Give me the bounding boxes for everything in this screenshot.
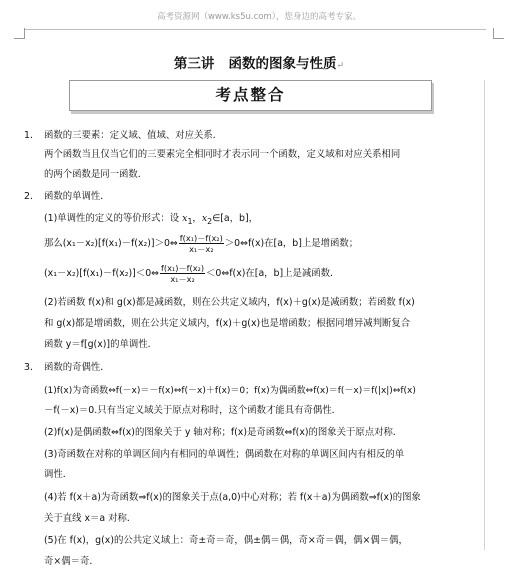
paragraph-mark-icon: ↵ — [336, 61, 345, 71]
fraction-denominator: x₁－x₂ — [170, 274, 195, 284]
margin-corner-mark-right — [493, 28, 504, 39]
header-text-left: 高考资源网（ — [156, 12, 208, 22]
definition-intro-tail: ∈[a，b]， — [212, 213, 259, 224]
increasing-suffix: ＞0⇔f(x)在[a，b]上是增函数； — [224, 238, 359, 249]
banner-text: 考点整合 — [215, 86, 286, 104]
body-line: 奇×偶＝奇． — [44, 556, 99, 567]
fraction-numerator: f(x₁)－f(x₂) — [161, 263, 205, 273]
body-line: (5)在 f(x)，g(x)的公共定义域上：奇±奇＝奇，偶±偶＝偶，奇×奇＝偶，偶×偶＝偶， — [44, 535, 408, 546]
body-line: 两个函数当且仅当它们的三要素完全相同时才表示同一个函数，定义域和对应关系相同 — [44, 149, 401, 160]
body-line: 关于直线 x＝a 对称． — [44, 513, 137, 524]
body-line: 的两个函数是同一函数． — [44, 169, 148, 180]
header-rule — [24, 29, 486, 30]
difference-quotient — [179, 233, 224, 254]
header-site[interactable]: www.ks5u.com — [207, 12, 272, 22]
item-number: 1． — [24, 130, 40, 141]
fraction-denominator: x₁－x₂ — [189, 244, 214, 254]
body-line: (3)奇函数在对称的单调区间内有相同的单调性；偶函数在对称的单调区间内有相反的单 — [44, 449, 405, 460]
body-line: 函数 y＝f[g(x)]的单调性． — [44, 339, 157, 350]
body-line: (4)若 f(x＋a)为奇函数⇒f(x)的图象关于点(a,0)中心对称；若 f(x＋a)为偶函数⇒f(x)的图象 — [44, 492, 421, 503]
margin-corner-mark-left — [14, 28, 25, 39]
page-title — [0, 52, 518, 72]
lecture-name: 函数的图象与性质 — [228, 56, 337, 72]
item-heading: 函数的单调性． — [44, 191, 110, 202]
fraction-numerator: f(x₁)－f(x₂) — [179, 233, 223, 243]
item-number: 3． — [24, 362, 40, 373]
difference-quotient — [160, 263, 205, 284]
increasing-condition — [44, 232, 358, 256]
increasing-prefix: 那么(x₁－x₂)[f(x₁)－f(x₂)]＞0⇔ — [44, 238, 178, 249]
section-banner — [69, 80, 432, 111]
body-line: (2)若函数 f(x)和 g(x)都是减函数，则在公共定义域内，f(x)＋g(x)是减函数；若函数 f(x) — [44, 297, 415, 308]
body-line: (2)f(x)是偶函数⇔f(x)的图象关于 y 轴对称；f(x)是奇函数⇔f(x)的图象关于原点对称． — [44, 427, 403, 438]
lecture-number: 第三讲 — [173, 56, 215, 72]
header-text-right: ），您身边的高考专家。 — [271, 12, 362, 22]
item-heading: 函数的奇偶性． — [44, 362, 110, 373]
decreasing-suffix: ＜0⇔f(x)在[a，b]上是减函数． — [206, 268, 340, 279]
decreasing-condition — [44, 262, 339, 286]
body-line: 调性． — [44, 469, 73, 480]
body-line: －f(－x)＝0.只有当定义域关于原点对称时，这个函数才能具有奇偶性． — [44, 405, 341, 416]
item-heading: 函数的三要素：定义域、值域、对应关系． — [44, 130, 223, 141]
decreasing-prefix: (x₁－x₂)[f(x₁)－f(x₂)]＜0⇔ — [44, 268, 160, 279]
text-boundary-line — [484, 80, 485, 550]
page-header — [0, 10, 518, 22]
definition-intro: (1)单调性的定义的等价形式：设 — [44, 213, 180, 224]
definition-line: (1)单调性的定义的等价形式：设 $x_1$，$x_2\in[a$，b]， — [44, 213, 259, 226]
body-line: 和 g(x)都是增函数，则在公共定义域内，f(x)＋g(x)也是增函数；根据同增异减判断复合 — [44, 318, 411, 329]
item-number: 2． — [24, 191, 40, 202]
body-line: (1)f(x)为奇函数⇔f(－x)＝－f(x)⇔f(－x)＋f(x)＝0；f(x)为偶函数⇔f(x)＝f(－x)＝f(|x|)⇔f(x) — [44, 386, 416, 396]
